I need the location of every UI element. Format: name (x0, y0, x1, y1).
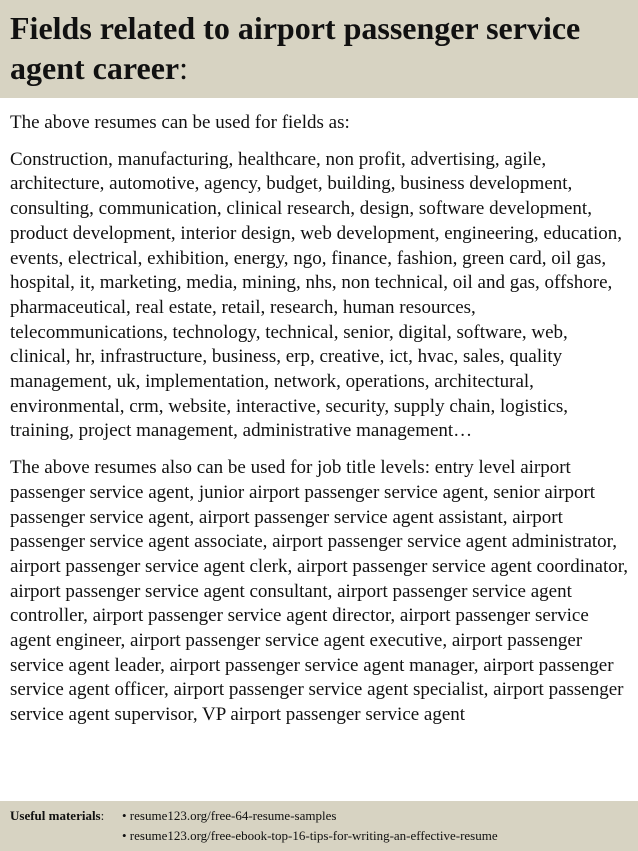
content-body (10, 111, 630, 799)
header-band (0, 0, 638, 98)
useful-materials-label-text: Useful materials (10, 808, 101, 823)
footer-link-ebook-tips[interactable]: • resume123.org/free-ebook-top-16-tips-for-writing-an-effective-resume (122, 828, 498, 843)
page-title-text: Fields related to airport passenger service agent career (10, 10, 581, 86)
footer-link-resume-samples[interactable]: • resume123.org/free-64-resume-samples (122, 808, 337, 823)
fields-paragraph: Construction, manufacturing, healthcare, non profit, advertising, agile, architecture, automotive, agency, budget, building, business development, consulting, communication, clinical research, design, software development, product development, interior design, web development, engineering, education, events, electrical, exhibition, energy, ngo, finance, fashion, green card, oil gas, hospital, it, marketing, media, mining, nhs, non technical, oil and gas, offshore, pharmaceutical, real estate, retail, research, human resources, telecommunications, technology, technical, senior, digital, software, web, clinical, hr, infrastructure, business, erp, creative, ict, hvac, sales, quality management, uk, implementation, network, operations, architectural, environmental, crm, website, interactive, security, supply chain, logistics, training, project management, administrative management… (10, 148, 623, 442)
page-title-colon: : (179, 50, 188, 86)
intro-paragraph: The above resumes can be used for fields as: (10, 112, 350, 133)
page-title (10, 8, 630, 88)
job-levels-paragraph: The above resumes also can be used for job title levels: entry level airport passenger service agent, junior airport passenger service agent, senior airport passenger service agent, airport passenger service agent assistant, airport passenger service agent associate, airport passenger service agent administrator, airport passenger service agent clerk, airport passenger service agent coordinator, airport passenger service agent consultant, airport passenger service agent controller, airport passenger service agent director, airport passenger service agent engineer, airport passenger service agent executive, airport passenger service agent leader, airport passenger service agent manager, airport passenger service agent officer, airport passenger service agent specialist, airport passenger service agent supervisor, VP airport passenger service agent (10, 457, 629, 726)
useful-materials-label-colon: : (100, 808, 105, 823)
footer-band (0, 801, 638, 851)
useful-materials-label (10, 806, 104, 826)
